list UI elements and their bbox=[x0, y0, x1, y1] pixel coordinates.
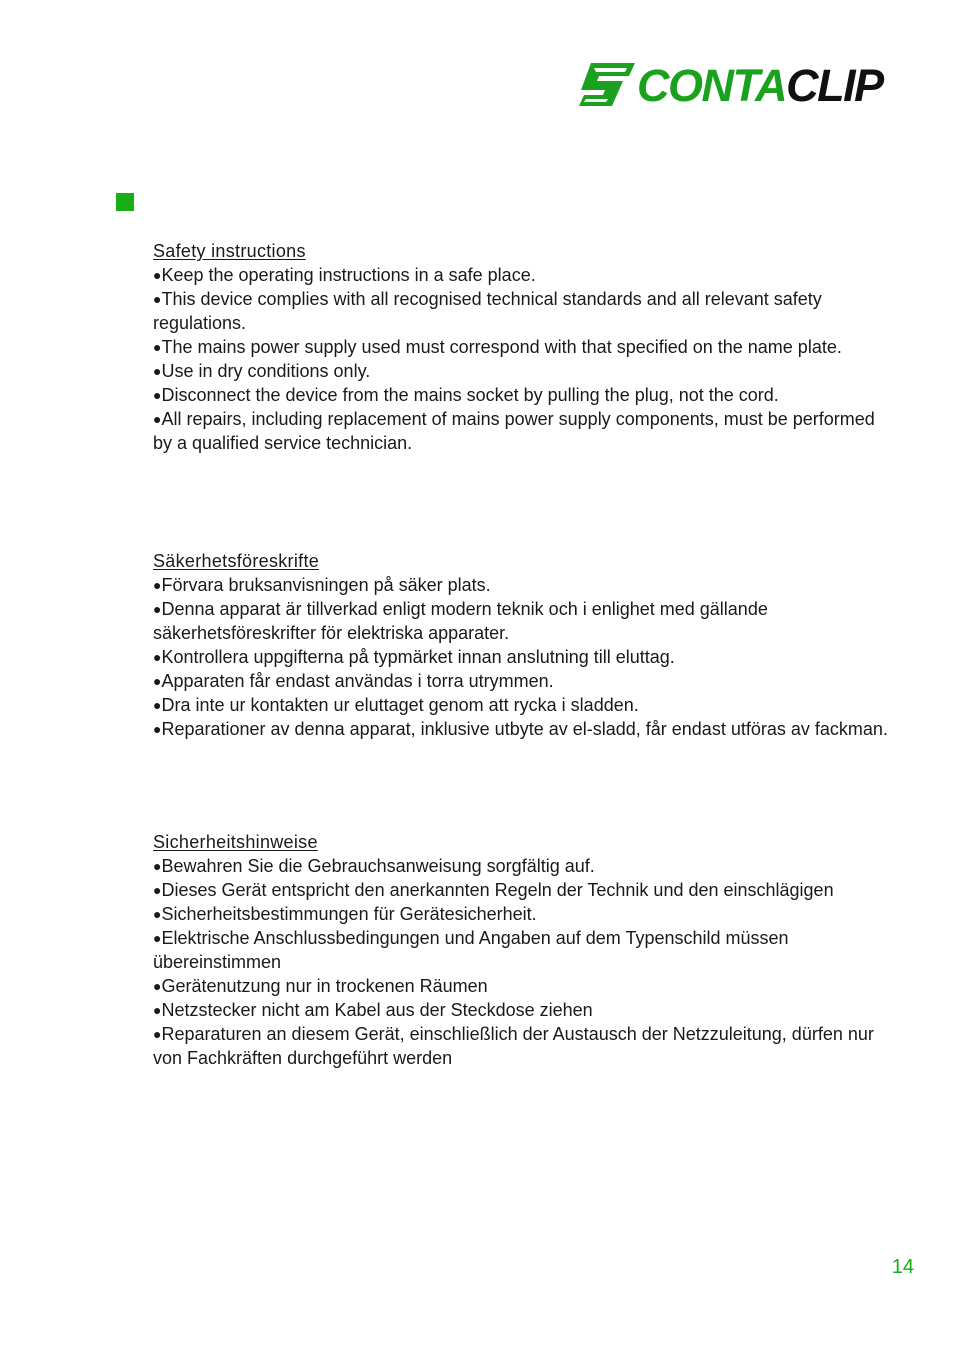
list-item-text: The mains power supply used must correspond with that specified on the name plate. bbox=[161, 337, 842, 357]
section-title: Safety instructions bbox=[153, 241, 306, 261]
bullet-icon: ● bbox=[153, 673, 162, 689]
logo-text-conta: CONTA bbox=[637, 60, 787, 111]
list-item bbox=[153, 669, 893, 693]
list-item-text: Förvara bruksanvisningen på säker plats. bbox=[161, 575, 491, 595]
list-item bbox=[153, 717, 893, 741]
safety-instructions-swedish bbox=[153, 549, 893, 741]
list-item bbox=[153, 383, 893, 407]
list-item bbox=[153, 645, 893, 669]
list-item bbox=[153, 597, 893, 645]
bullet-icon: ● bbox=[153, 411, 162, 427]
list-item bbox=[153, 926, 893, 974]
list-item bbox=[153, 1022, 893, 1070]
green-square-icon bbox=[116, 193, 134, 211]
list-item-text: All repairs, including replacement of mains power supply components, must be performed by a qualified service technician. bbox=[153, 409, 875, 453]
list-item bbox=[153, 998, 893, 1022]
list-item-text: Denna apparat är tillverkad enligt modern teknik och i enlighet med gällande säkerhetsföreskrifter för elektriska apparater. bbox=[153, 599, 768, 643]
bullet-icon: ● bbox=[153, 1026, 162, 1042]
bullet-icon: ● bbox=[153, 697, 162, 713]
list-item-text: Use in dry conditions only. bbox=[161, 361, 371, 381]
bullet-icon: ● bbox=[153, 721, 162, 737]
list-item bbox=[153, 287, 893, 335]
list-item bbox=[153, 974, 893, 998]
instruction-list bbox=[153, 573, 893, 741]
section-title: Sicherheitshinweise bbox=[153, 832, 318, 852]
list-item-text: Sicherheitsbestimmungen für Gerätesicherheit. bbox=[161, 904, 537, 924]
bullet-icon: ● bbox=[153, 267, 162, 283]
bullet-icon: ● bbox=[153, 930, 162, 946]
list-item-text: Disconnect the device from the mains socket by pulling the plug, not the cord. bbox=[161, 385, 779, 405]
bullet-icon: ● bbox=[153, 649, 162, 665]
list-item-text: Dra inte ur kontakten ur eluttaget genom att rycka i sladden. bbox=[161, 695, 639, 715]
contaclip-logo-icon bbox=[577, 60, 639, 112]
bullet-icon: ● bbox=[153, 1002, 162, 1018]
logo-text-clip: CLIP bbox=[786, 60, 883, 111]
list-item-text: Elektrische Anschlussbedingungen und Angaben auf dem Typenschild müssen übereinstimmen bbox=[153, 928, 789, 972]
instruction-list bbox=[153, 854, 893, 1070]
list-item bbox=[153, 263, 893, 287]
list-item-text: Bewahren Sie die Gebrauchsanweisung sorgfältig auf. bbox=[161, 856, 595, 876]
list-item-text: Gerätenutzung nur in trockenen Räumen bbox=[161, 976, 488, 996]
bullet-icon: ● bbox=[153, 978, 162, 994]
safety-instructions-german bbox=[153, 830, 893, 1070]
list-item bbox=[153, 878, 893, 902]
list-item bbox=[153, 693, 893, 717]
safety-instructions-english bbox=[153, 239, 893, 455]
bullet-icon: ● bbox=[153, 387, 162, 403]
instruction-list bbox=[153, 263, 893, 455]
bullet-icon: ● bbox=[153, 882, 162, 898]
bullet-icon: ● bbox=[153, 291, 162, 307]
list-item-text: Netzstecker nicht am Kabel aus der Steckdose ziehen bbox=[161, 1000, 593, 1020]
list-item bbox=[153, 335, 893, 359]
bullet-icon: ● bbox=[153, 339, 162, 355]
list-item-text: Reparaturen an diesem Gerät, einschließlich der Austausch der Netzzuleitung, dürfen nur von Fachkräften durchgeführt werden bbox=[153, 1024, 874, 1068]
list-item bbox=[153, 854, 893, 878]
bullet-icon: ● bbox=[153, 363, 162, 379]
list-item-text: Reparationer av denna apparat, inklusive utbyte av el-sladd, får endast utföras av fackman. bbox=[161, 719, 888, 739]
list-item bbox=[153, 573, 893, 597]
section-title: Säkerhetsföreskrifte bbox=[153, 551, 320, 571]
bullet-icon: ● bbox=[153, 601, 162, 617]
list-item bbox=[153, 407, 893, 455]
logo-wordmark bbox=[637, 62, 883, 110]
list-item-text: This device complies with all recognised technical standards and all relevant safety regulations. bbox=[153, 289, 822, 333]
list-item-text: Keep the operating instructions in a safe place. bbox=[161, 265, 536, 285]
page-number: 14 bbox=[891, 1256, 914, 1278]
list-item-text: Dieses Gerät entspricht den anerkannten Regeln der Technik und den einschlägigen bbox=[161, 880, 834, 900]
list-item bbox=[153, 902, 893, 926]
list-item-text: Kontrollera uppgifterna på typmärket innan anslutning till eluttag. bbox=[161, 647, 675, 667]
list-item-text: Apparaten får endast användas i torra utrymmen. bbox=[161, 671, 554, 691]
list-item bbox=[153, 359, 893, 383]
bullet-icon: ● bbox=[153, 906, 162, 922]
bullet-icon: ● bbox=[153, 858, 162, 874]
bullet-icon: ● bbox=[153, 577, 162, 593]
contaclip-logo bbox=[577, 60, 893, 112]
